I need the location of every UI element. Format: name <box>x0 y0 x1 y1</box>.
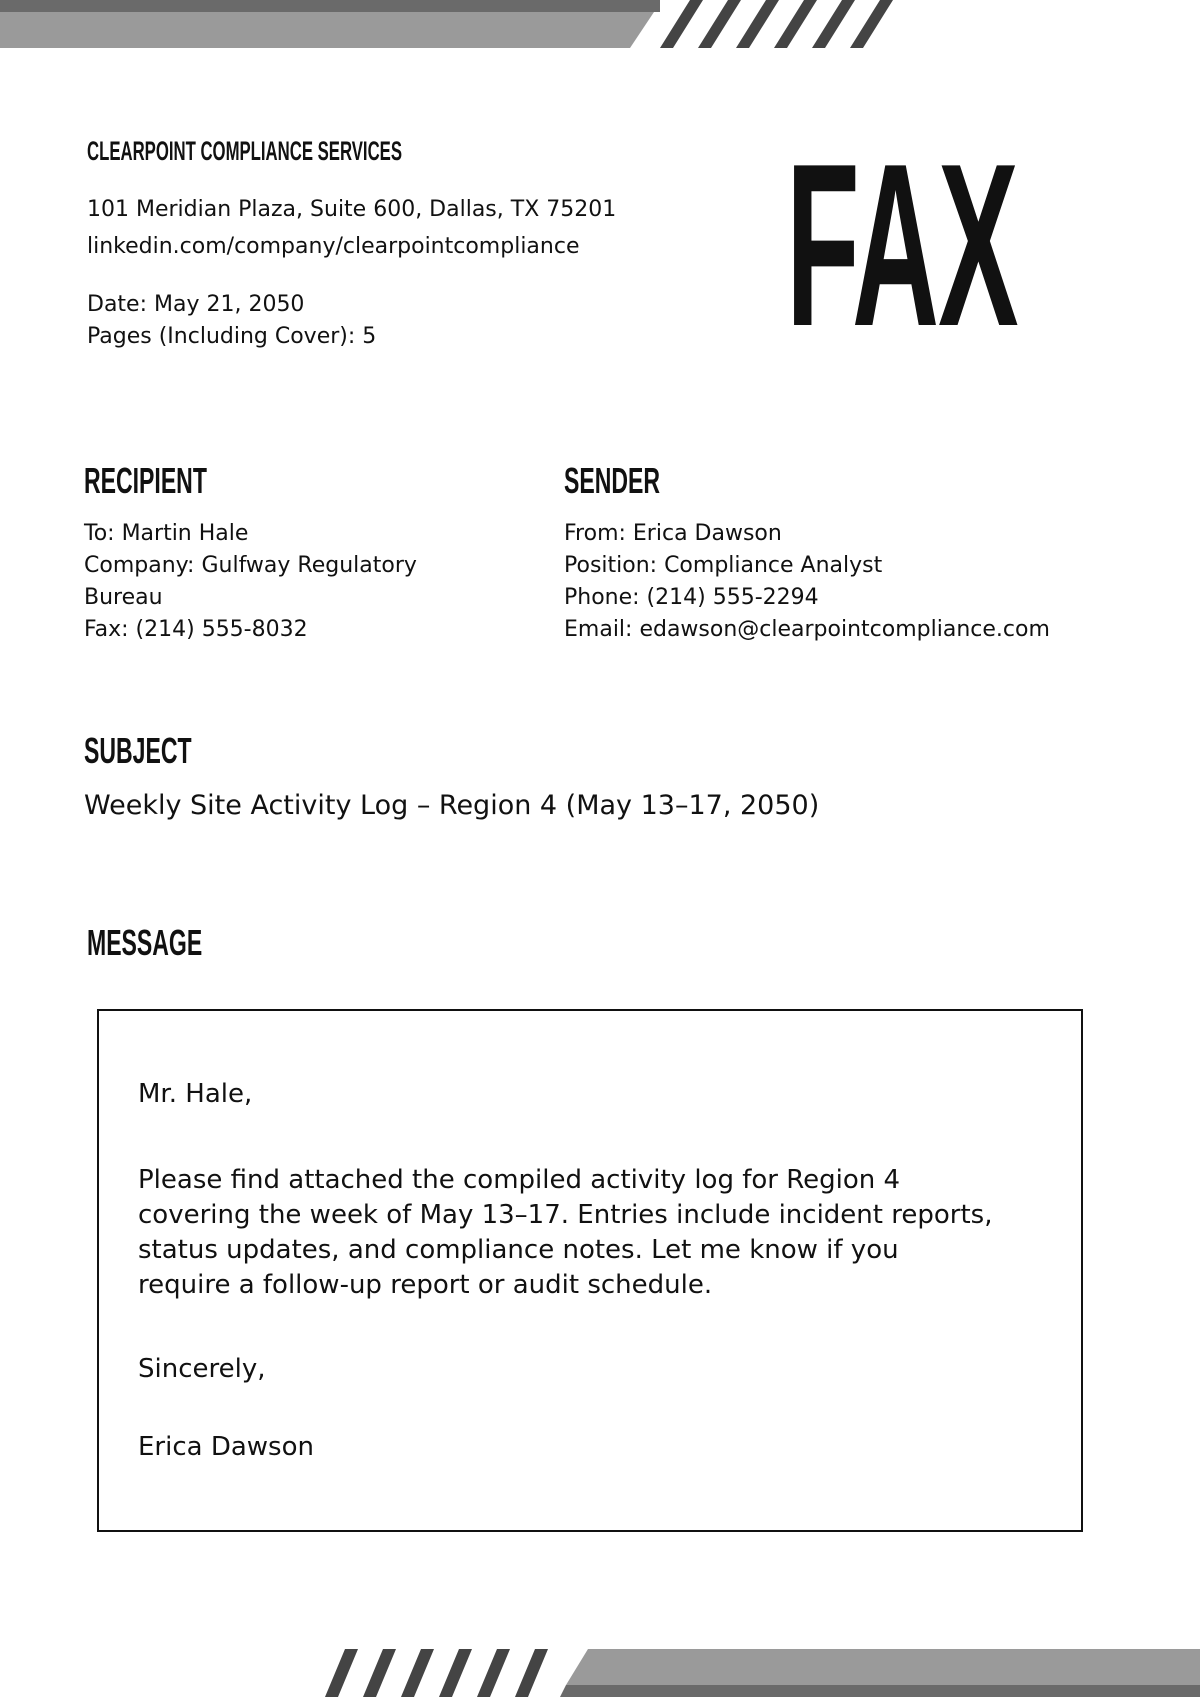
subject-heading: SUBJECT <box>84 730 192 771</box>
message-body-line: status updates, and compliance notes. Let me know if you <box>138 1235 899 1265</box>
bottom-decorative-band <box>0 1645 1200 1697</box>
sender-from: From: Erica Dawson <box>564 521 782 546</box>
company-address: 101 Meridian Plaza, Suite 600, Dallas, TX 75201 <box>87 197 617 222</box>
sender-phone: Phone: (214) 555-2294 <box>564 585 819 610</box>
top-decorative-band <box>0 0 1200 50</box>
fax-title: FAX <box>786 116 1018 375</box>
message-body-line: Please find attached the compiled activity log for Region 4 <box>138 1165 901 1195</box>
recipient-fax: Fax: (214) 555-8032 <box>84 617 308 642</box>
message-body-line: covering the week of May 13–17. Entries include incident reports, <box>138 1200 993 1230</box>
recipient-company-cont: Bureau <box>84 585 163 610</box>
company-linkedin: linkedin.com/company/clearpointcompliance <box>87 234 580 259</box>
sender-position: Position: Compliance Analyst <box>564 553 883 578</box>
message-signature: Erica Dawson <box>138 1432 314 1462</box>
company-name: CLEARPOINT COMPLIANCE SERVICES <box>87 136 402 166</box>
recipient-to: To: Martin Hale <box>84 521 249 546</box>
recipient-heading: RECIPIENT <box>84 460 207 501</box>
message-heading: MESSAGE <box>87 922 203 963</box>
fax-date: Date: May 21, 2050 <box>87 292 305 317</box>
message-body-line: require a follow-up report or audit schedule. <box>138 1270 713 1300</box>
subject-text: Weekly Site Activity Log – Region 4 (May 13–17, 2050) <box>84 790 820 821</box>
message-body <box>138 1163 992 1303</box>
recipient-company: Company: Gulfway Regulatory <box>84 553 417 578</box>
sender-heading: SENDER <box>564 460 661 501</box>
message-greeting: Mr. Hale, <box>138 1079 253 1109</box>
message-closing: Sincerely, <box>138 1354 266 1384</box>
page-count: Pages (Including Cover): 5 <box>87 324 377 349</box>
sender-email: Email: edawson@clearpointcompliance.com <box>564 617 1050 642</box>
